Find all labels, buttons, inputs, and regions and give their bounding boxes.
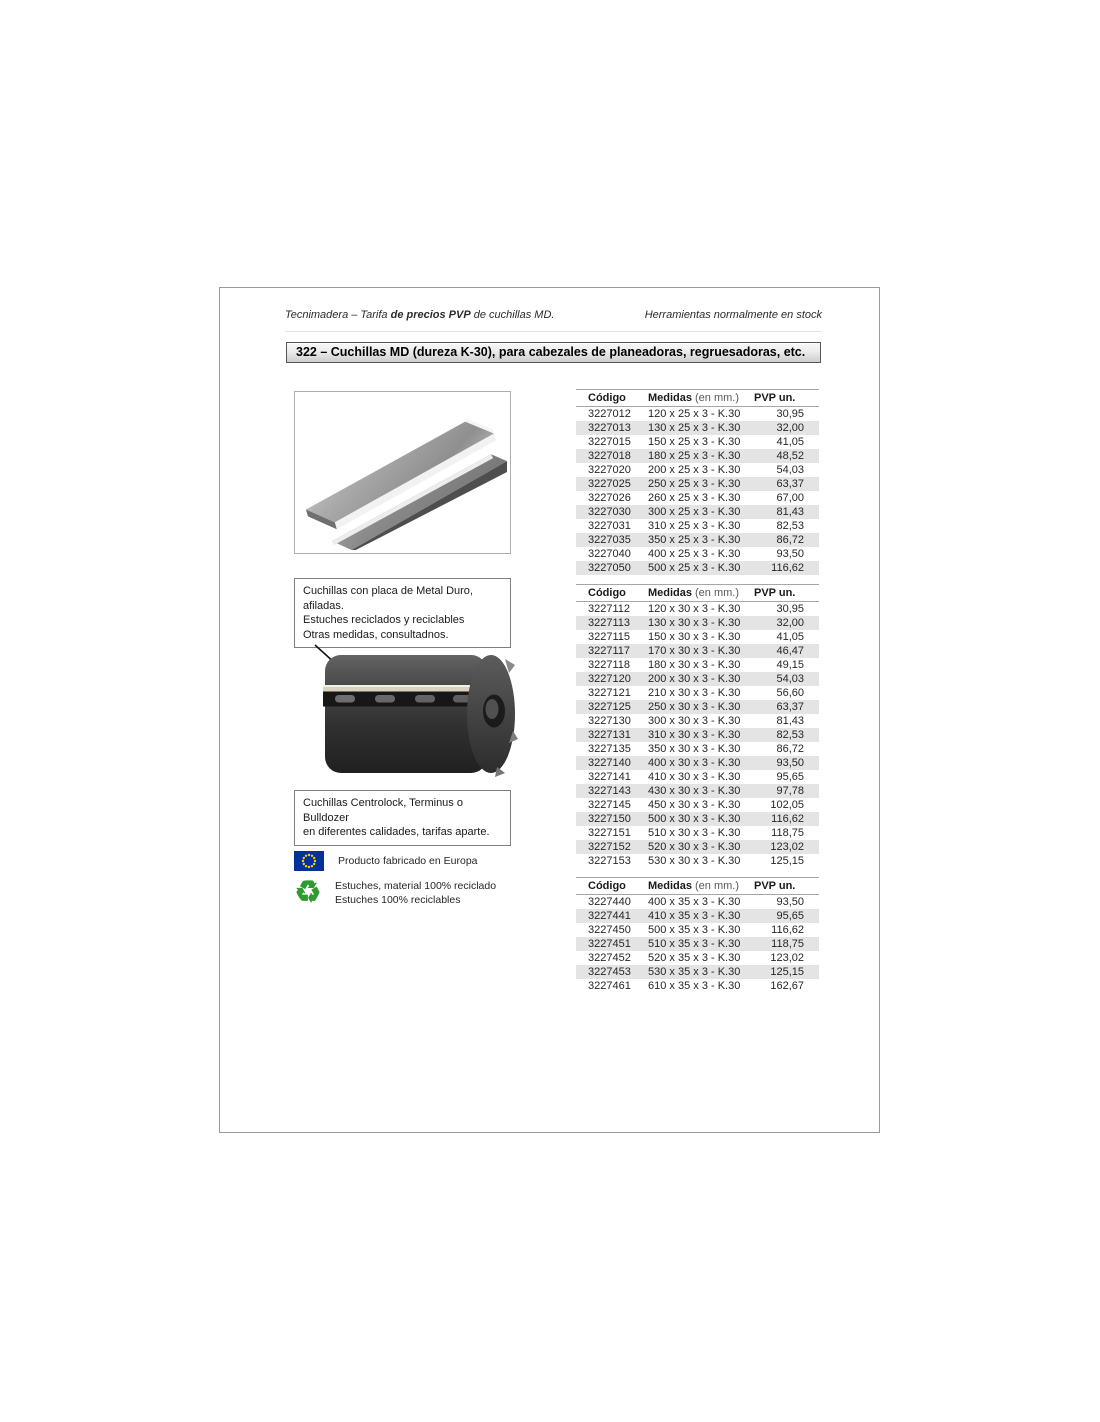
- table-row: [576, 965, 819, 979]
- note2-line1: Cuchillas Centrolock, Terminus o Bulldozer: [303, 797, 463, 824]
- document-page: [219, 287, 880, 1133]
- cell-pvp: 41,05: [776, 436, 804, 448]
- table-row: [576, 840, 819, 854]
- cutter-head-image: [299, 635, 519, 785]
- cell-medidas: 310 x 25 x 3 - K.30: [648, 520, 741, 532]
- cell-pvp: 123,02: [770, 952, 804, 964]
- cell-codigo: 3227025: [588, 478, 631, 490]
- cell-medidas: 130 x 25 x 3 - K.30: [648, 422, 741, 434]
- cell-medidas: 510 x 35 x 3 - K.30: [648, 938, 741, 950]
- cell-pvp: 54,03: [776, 673, 804, 685]
- cell-codigo: 3227035: [588, 534, 631, 546]
- cell-codigo: 3227112: [588, 603, 631, 615]
- table-row: [576, 519, 819, 533]
- cutter-head-illustration: [299, 635, 519, 785]
- note1-line3: Otras medidas, consultadnos.: [303, 628, 449, 641]
- table-row: [576, 602, 819, 617]
- table-row: [576, 923, 819, 937]
- cell-codigo: 3227040: [588, 548, 631, 560]
- recycle-badge-row: [292, 878, 496, 908]
- table-row: [576, 616, 819, 630]
- cell-medidas: 520 x 30 x 3 - K.30: [648, 841, 741, 853]
- cell-medidas: 180 x 30 x 3 - K.30: [648, 659, 741, 671]
- cell-medidas: 250 x 25 x 3 - K.30: [648, 478, 741, 490]
- cell-pvp: 116,62: [771, 924, 804, 936]
- note-box-other-brands: [294, 790, 511, 846]
- cell-medidas: 520 x 35 x 3 - K.30: [648, 952, 741, 964]
- planer-blades-illustration: [298, 395, 507, 550]
- cell-medidas: 400 x 25 x 3 - K.30: [648, 548, 741, 560]
- cell-pvp: 56,60: [776, 687, 804, 699]
- cell-medidas: 310 x 30 x 3 - K.30: [648, 729, 741, 741]
- cell-codigo: 3227451: [588, 938, 631, 950]
- cell-medidas: 180 x 25 x 3 - K.30: [648, 450, 741, 462]
- table-row: [576, 421, 819, 435]
- table-row: [576, 630, 819, 644]
- cell-pvp: 82,53: [776, 520, 804, 532]
- cell-codigo: 3227113: [588, 617, 631, 629]
- table-row: [576, 798, 819, 812]
- cell-pvp: 97,78: [776, 785, 804, 797]
- table-header-row: [576, 390, 819, 407]
- recycle-line1: Estuches, material 100% reciclado: [335, 880, 497, 892]
- cell-pvp: 93,50: [776, 548, 804, 560]
- medidas-label: Medidas: [648, 392, 693, 404]
- cell-pvp: 48,52: [776, 450, 804, 462]
- cell-pvp: 118,75: [771, 938, 804, 950]
- cell-pvp: 86,72: [776, 534, 804, 546]
- cell-codigo: 3227026: [588, 492, 631, 504]
- cell-pvp: 125,15: [770, 855, 804, 867]
- cell-codigo: 3227018: [588, 450, 631, 462]
- cell-codigo: 3227015: [588, 436, 631, 448]
- cell-pvp: 82,53: [776, 729, 804, 741]
- column-header-pvp: PVP un.: [754, 390, 819, 407]
- cell-pvp: 93,50: [776, 896, 804, 908]
- recycle-labels: [335, 879, 496, 907]
- table-row: [576, 407, 819, 422]
- cell-pvp: 54,03: [776, 464, 804, 476]
- cell-pvp: 123,02: [770, 841, 804, 853]
- header-left-bold: de precios PVP: [390, 309, 471, 321]
- header-left-text: [285, 309, 554, 321]
- cell-codigo: 3227450: [588, 924, 631, 936]
- recycle-icon: ♻: [294, 876, 322, 909]
- price-tables-column: [576, 389, 819, 993]
- cell-codigo: 3227120: [588, 673, 631, 685]
- medidas-unit-label: (en mm.): [695, 880, 740, 892]
- medidas-label: Medidas: [648, 587, 693, 599]
- cell-codigo: 3227153: [588, 855, 631, 867]
- cell-pvp: 125,15: [770, 966, 804, 978]
- cell-codigo: 3227012: [588, 408, 631, 420]
- cell-medidas: 450 x 30 x 3 - K.30: [648, 799, 741, 811]
- cell-pvp: 63,37: [776, 701, 804, 713]
- cell-medidas: 500 x 30 x 3 - K.30: [648, 813, 741, 825]
- cell-medidas: 530 x 30 x 3 - K.30: [648, 855, 741, 867]
- column-header-pvp: PVP un.: [754, 878, 819, 895]
- cell-pvp: 67,00: [776, 492, 804, 504]
- cell-codigo: 3227013: [588, 422, 631, 434]
- table-row: [576, 784, 819, 798]
- cell-medidas: 430 x 30 x 3 - K.30: [648, 785, 741, 797]
- note2-line2: en diferentes calidades, tarifas aparte.: [303, 826, 490, 838]
- cell-pvp: 32,00: [776, 422, 804, 434]
- cell-codigo: 3227151: [588, 827, 631, 839]
- column-header-codigo: Código: [576, 585, 648, 602]
- table-row: [576, 728, 819, 742]
- cell-medidas: 400 x 35 x 3 - K.30: [648, 896, 741, 908]
- cell-codigo: 3227130: [588, 715, 631, 727]
- table-row: [576, 909, 819, 923]
- cell-pvp: 118,75: [771, 827, 804, 839]
- cell-pvp: 116,62: [771, 813, 804, 825]
- cell-codigo: 3227135: [588, 743, 631, 755]
- table-row: [576, 435, 819, 449]
- section-title-bar: [286, 342, 821, 363]
- column-header-codigo: Código: [576, 878, 648, 895]
- cell-pvp: 49,15: [776, 659, 804, 671]
- cell-medidas: 150 x 30 x 3 - K.30: [648, 631, 741, 643]
- table-row: [576, 770, 819, 784]
- cell-medidas: 150 x 25 x 3 - K.30: [648, 436, 741, 448]
- table-row: [576, 463, 819, 477]
- cell-medidas: 200 x 25 x 3 - K.30: [648, 464, 741, 476]
- cell-pvp: 81,43: [776, 506, 804, 518]
- table-row: [576, 714, 819, 728]
- header-left-post: de cuchillas MD.: [470, 309, 555, 321]
- table-row: [576, 700, 819, 714]
- medidas-label: Medidas: [648, 880, 693, 892]
- table-row: [576, 742, 819, 756]
- header-right-text: Herramientas normalmente en stock: [644, 309, 822, 321]
- table-row: [576, 951, 819, 965]
- medidas-unit-label: (en mm.): [695, 392, 740, 404]
- column-header-codigo: Código: [576, 390, 648, 407]
- cell-medidas: 500 x 35 x 3 - K.30: [648, 924, 741, 936]
- cell-codigo: 3227145: [588, 799, 631, 811]
- recycle-line2: Estuches 100% reciclables: [335, 894, 461, 906]
- cell-medidas: 510 x 30 x 3 - K.30: [648, 827, 741, 839]
- cell-codigo: 3227030: [588, 506, 631, 518]
- cell-medidas: 410 x 35 x 3 - K.30: [648, 910, 741, 922]
- cell-medidas: 250 x 30 x 3 - K.30: [648, 701, 741, 713]
- cell-codigo: 3227031: [588, 520, 631, 532]
- cell-medidas: 260 x 25 x 3 - K.30: [648, 492, 741, 504]
- cell-medidas: 530 x 35 x 3 - K.30: [648, 966, 741, 978]
- cell-codigo: 3227125: [588, 701, 631, 713]
- table-header-row: [576, 585, 819, 602]
- table-row: [576, 686, 819, 700]
- section-title: 322 – Cuchillas MD (dureza K-30), para cabezales de planeadoras, regruesadoras, etc.: [296, 345, 806, 359]
- cell-medidas: 300 x 25 x 3 - K.30: [648, 506, 741, 518]
- cell-codigo: 3227140: [588, 757, 631, 769]
- cell-medidas: 120 x 30 x 3 - K.30: [648, 603, 741, 615]
- cell-pvp: 93,50: [776, 757, 804, 769]
- table-row: [576, 854, 819, 868]
- cell-pvp: 63,37: [776, 478, 804, 490]
- table-row: [576, 672, 819, 686]
- cell-medidas: 400 x 30 x 3 - K.30: [648, 757, 741, 769]
- cell-pvp: 81,43: [776, 715, 804, 727]
- cell-codigo: 3227141: [588, 771, 631, 783]
- table-row: [576, 449, 819, 463]
- eu-label: Producto fabricado en Europa: [338, 855, 478, 867]
- cell-medidas: 170 x 30 x 3 - K.30: [648, 645, 741, 657]
- header-left-pre: Tecnimadera – Tarifa: [285, 309, 391, 321]
- cell-medidas: 200 x 30 x 3 - K.30: [648, 673, 741, 685]
- column-header-medidas: [648, 585, 754, 602]
- cell-codigo: 3227150: [588, 813, 631, 825]
- cell-codigo: 3227452: [588, 952, 631, 964]
- cell-medidas: 130 x 30 x 3 - K.30: [648, 617, 741, 629]
- cell-medidas: 120 x 25 x 3 - K.30: [648, 408, 741, 420]
- cell-medidas: 210 x 30 x 3 - K.30: [648, 687, 741, 699]
- cell-pvp: 30,95: [776, 408, 804, 420]
- note1-line2: Estuches reciclados y reciclables: [303, 614, 465, 626]
- table-row: [576, 895, 819, 910]
- cell-pvp: 102,05: [770, 799, 804, 811]
- cell-codigo: 3227121: [588, 687, 631, 699]
- table-row: [576, 561, 819, 575]
- cell-codigo: 3227440: [588, 896, 631, 908]
- cell-codigo: 3227117: [588, 645, 631, 657]
- table-row: [576, 756, 819, 770]
- cell-codigo: 3227143: [588, 785, 631, 797]
- table-row: [576, 812, 819, 826]
- table-row: [576, 477, 819, 491]
- table-row: [576, 937, 819, 951]
- table-row: [576, 491, 819, 505]
- cell-medidas: 300 x 30 x 3 - K.30: [648, 715, 741, 727]
- table-row: [576, 533, 819, 547]
- cell-pvp: 95,65: [776, 771, 804, 783]
- cell-medidas: 350 x 30 x 3 - K.30: [648, 743, 741, 755]
- cell-codigo: 3227152: [588, 841, 631, 853]
- document-header: [285, 309, 822, 332]
- table-row: [576, 826, 819, 840]
- cell-medidas: 350 x 25 x 3 - K.30: [648, 534, 741, 546]
- table-row: [576, 547, 819, 561]
- column-header-medidas: [648, 878, 754, 895]
- table-header-row: [576, 878, 819, 895]
- cell-pvp: 95,65: [776, 910, 804, 922]
- cell-pvp: 30,95: [776, 603, 804, 615]
- cell-pvp: 116,62: [771, 562, 804, 574]
- cell-codigo: 3227131: [588, 729, 631, 741]
- cell-pvp: 32,00: [776, 617, 804, 629]
- cell-codigo: 3227020: [588, 464, 631, 476]
- cell-pvp: 86,72: [776, 743, 804, 755]
- cell-codigo: 3227115: [588, 631, 631, 643]
- eu-badge-row: [294, 851, 478, 871]
- cell-medidas: 500 x 25 x 3 - K.30: [648, 562, 741, 574]
- cell-pvp: 162,67: [770, 980, 804, 992]
- note1-line1: Cuchillas con placa de Metal Duro, afiladas.: [303, 585, 473, 612]
- price-table-25mm: [576, 389, 819, 575]
- price-table-35mm: [576, 877, 819, 993]
- cell-codigo: 3227441: [588, 910, 631, 922]
- table-row: [576, 644, 819, 658]
- cell-codigo: 3227453: [588, 966, 631, 978]
- medidas-unit-label: (en mm.): [695, 587, 740, 599]
- cell-pvp: 46,47: [776, 645, 804, 657]
- cell-medidas: 610 x 35 x 3 - K.30: [648, 980, 741, 992]
- cell-codigo: 3227118: [588, 659, 631, 671]
- price-table-30mm: [576, 584, 819, 868]
- cell-codigo: 3227461: [588, 980, 631, 992]
- table-row: [576, 979, 819, 993]
- column-header-medidas: [648, 390, 754, 407]
- cell-pvp: 41,05: [776, 631, 804, 643]
- column-header-pvp: PVP un.: [754, 585, 819, 602]
- planer-blades-image: [294, 391, 511, 554]
- table-row: [576, 505, 819, 519]
- eu-flag-icon: [294, 851, 324, 871]
- cell-medidas: 410 x 30 x 3 - K.30: [648, 771, 741, 783]
- cell-codigo: 3227050: [588, 562, 631, 574]
- table-row: [576, 658, 819, 672]
